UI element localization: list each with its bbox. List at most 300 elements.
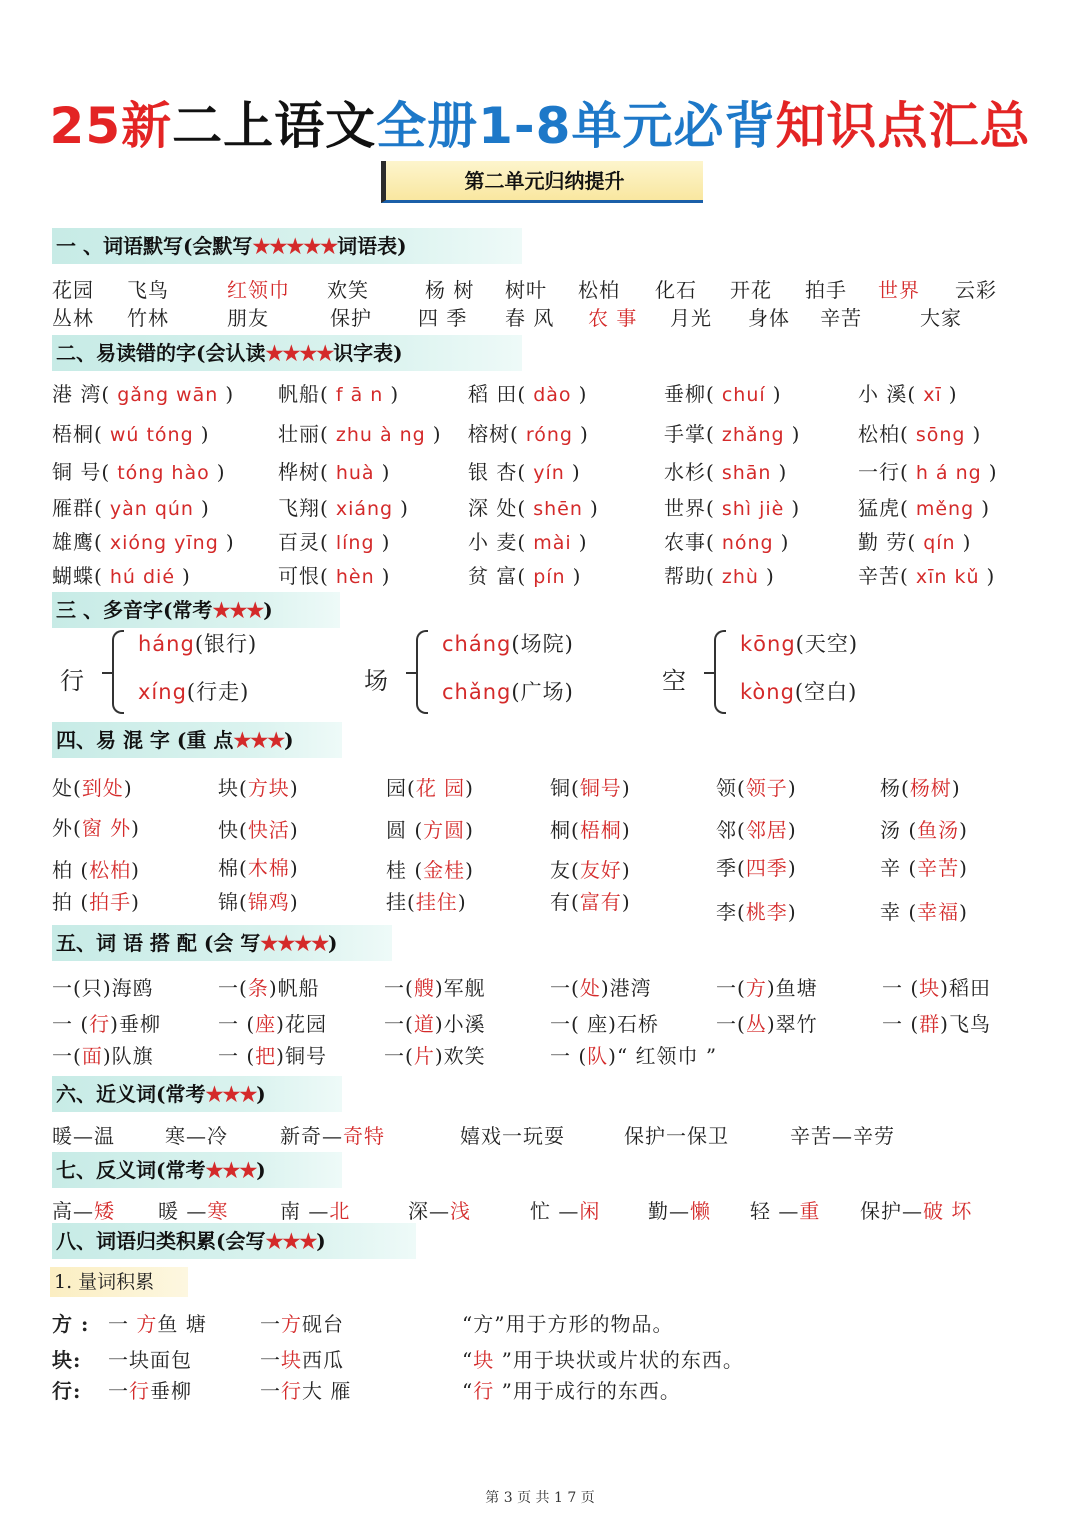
confusable-item bbox=[386, 886, 467, 915]
collocation-noun: )港湾 bbox=[600, 976, 652, 1000]
collocation-prefix: 一( bbox=[52, 1044, 82, 1068]
pinyin-reading: hèn bbox=[328, 566, 382, 588]
synonym-a: 寒— bbox=[165, 1124, 207, 1148]
confusable-word: 花 园 bbox=[415, 776, 466, 800]
pinyin-item bbox=[468, 456, 581, 485]
note-m: 行 bbox=[473, 1379, 495, 1403]
pinyin-item bbox=[858, 378, 958, 407]
collocation-prefix: 一 ( bbox=[218, 1012, 256, 1036]
ex-b: 西瓜 bbox=[302, 1348, 344, 1372]
pinyin-item bbox=[468, 526, 588, 555]
pinyin-word: 稻 田( bbox=[468, 382, 527, 406]
confusable-close: ) bbox=[787, 856, 797, 880]
measure-example-2 bbox=[260, 1344, 344, 1373]
collocation-prefix: 一( bbox=[716, 976, 746, 1000]
example-word: (银行) bbox=[194, 632, 258, 656]
pinyin-item bbox=[278, 492, 409, 521]
pinyin-item bbox=[664, 526, 789, 555]
confusable-item bbox=[218, 772, 299, 801]
synonym-pair bbox=[790, 1120, 895, 1149]
note-b: ”用于成行的东西。 bbox=[494, 1379, 681, 1403]
pinyin-item bbox=[52, 378, 234, 407]
pinyin-item bbox=[468, 492, 599, 521]
confusable-item bbox=[218, 886, 299, 915]
ex-b: 垂柳 bbox=[150, 1379, 192, 1403]
confusable-char: 圆 ( bbox=[386, 818, 424, 842]
vocab-word: 四 季 bbox=[418, 306, 468, 330]
confusable-item bbox=[52, 772, 133, 801]
confusable-char: 幸 ( bbox=[880, 900, 918, 924]
pinyin-reading: huà bbox=[328, 462, 382, 484]
measure-word: 座 bbox=[587, 1012, 609, 1036]
synonym-b: 奇特 bbox=[343, 1124, 385, 1148]
confusable-item bbox=[880, 852, 968, 881]
confusable-word: 领子 bbox=[745, 776, 788, 800]
measure-example-1 bbox=[108, 1308, 207, 1337]
confusable-item bbox=[386, 814, 474, 843]
polyphone-reading-a bbox=[442, 628, 574, 658]
measure-note: “方”用于方形的物品。 bbox=[462, 1312, 674, 1336]
antonym-b: 懒 bbox=[690, 1199, 711, 1223]
pinyin-close: ) bbox=[780, 530, 790, 554]
confusable-item bbox=[52, 854, 140, 883]
pinyin-item bbox=[278, 378, 399, 407]
pinyin-reading: líng bbox=[328, 532, 382, 554]
pinyin-close: ) bbox=[572, 564, 582, 588]
antonym-pair bbox=[52, 1195, 115, 1224]
pinyin-close: ) bbox=[225, 530, 235, 554]
collocation-noun: )铜号 bbox=[276, 1044, 327, 1068]
antonym-b: 闲 bbox=[579, 1199, 601, 1223]
confusable-close: ) bbox=[787, 776, 797, 800]
synonym-pair bbox=[624, 1120, 729, 1149]
pinyin-word: 雄鹰( bbox=[52, 530, 103, 554]
pinyin-reading: xiáng bbox=[328, 498, 401, 520]
confusable-close: ) bbox=[289, 776, 299, 800]
confusable-close: ) bbox=[621, 776, 631, 800]
collocation-prefix: 一 ( bbox=[550, 1044, 588, 1068]
vocab-word: 月光 bbox=[670, 306, 712, 330]
measure-example-2 bbox=[260, 1308, 344, 1337]
pinyin-reading: měng bbox=[908, 498, 982, 520]
vocab-word: 开花 bbox=[730, 278, 772, 302]
measure-word: 座 bbox=[255, 1012, 277, 1036]
vocab-word: 春 风 bbox=[505, 306, 555, 330]
pinyin-reading: xī bbox=[916, 384, 949, 406]
pinyin-reading: zhù bbox=[714, 566, 766, 588]
pinyin-item bbox=[278, 456, 390, 485]
pinyin-reading: róng bbox=[518, 424, 581, 446]
confusable-item bbox=[716, 772, 797, 801]
collocation-prefix: 一( bbox=[716, 1012, 746, 1036]
confusable-char: 桐( bbox=[550, 818, 580, 842]
example-word: (广场) bbox=[511, 680, 574, 704]
brace-tip bbox=[102, 672, 112, 674]
antonym-a: 忙 — bbox=[530, 1199, 580, 1223]
antonym-b: 矮 bbox=[94, 1199, 115, 1223]
pinyin-close: ) bbox=[432, 422, 442, 446]
measure-example-1 bbox=[108, 1375, 192, 1404]
pinyin-word: 帆船( bbox=[278, 382, 329, 406]
ex-a: 一 bbox=[260, 1312, 281, 1336]
confusable-word: 拍手 bbox=[89, 890, 132, 914]
pinyin-reading: qín bbox=[916, 532, 963, 554]
brace-shape bbox=[714, 630, 726, 714]
confusable-close: ) bbox=[465, 776, 474, 800]
pinyin-close: ) bbox=[201, 496, 210, 520]
pinyin-reading: wú tóng bbox=[102, 424, 201, 446]
page-footer: 第 3 页 共 1 7 页 bbox=[485, 1490, 595, 1506]
confusable-close: ) bbox=[787, 900, 797, 924]
ex-m: 方 bbox=[136, 1312, 158, 1336]
confusable-word: 快活 bbox=[247, 818, 290, 842]
confusable-item bbox=[218, 852, 299, 881]
confusable-char: 柏 ( bbox=[52, 858, 90, 882]
collocation-item bbox=[550, 1008, 659, 1037]
pinyin-word: 帮助( bbox=[664, 564, 715, 588]
pinyin-word: 梧桐( bbox=[52, 422, 103, 446]
brace-tip bbox=[704, 672, 714, 674]
vocab-word: 丛林 bbox=[52, 306, 94, 330]
measure-key: 块: bbox=[52, 1348, 82, 1372]
collocation-noun: )海鸥 bbox=[102, 976, 154, 1000]
pinyin-item bbox=[52, 492, 210, 521]
section-3-header: 三 、多音字(常考★★★) bbox=[52, 592, 340, 628]
confusable-char: 汤 ( bbox=[880, 818, 918, 842]
measure-note bbox=[462, 1375, 681, 1404]
pinyin-reading: shēn bbox=[526, 498, 590, 520]
pinyin-close: ) bbox=[791, 422, 801, 446]
synonym-pair bbox=[280, 1120, 385, 1149]
collocation-prefix: 一( bbox=[384, 976, 414, 1000]
pinyin: háng bbox=[138, 632, 195, 656]
antonym-b: 重 bbox=[799, 1199, 821, 1223]
polyphone-reading-b bbox=[442, 676, 574, 706]
confusable-word: 方块 bbox=[247, 776, 290, 800]
pinyin-word: 银 杏( bbox=[468, 460, 527, 484]
confusable-close: ) bbox=[621, 890, 631, 914]
pinyin-close: ) bbox=[778, 460, 788, 484]
pinyin-reading: yàn qún bbox=[102, 498, 202, 520]
pinyin-close: ) bbox=[791, 496, 801, 520]
note-a: “ bbox=[462, 1379, 474, 1403]
measure-example-2 bbox=[260, 1375, 351, 1404]
pinyin-reading: zhǎng bbox=[714, 424, 792, 446]
collocation-item bbox=[716, 1008, 818, 1037]
pinyin-item bbox=[52, 526, 235, 555]
confusable-close: ) bbox=[951, 776, 961, 800]
unit-subtitle: 第二单元归纳提升 bbox=[381, 161, 703, 203]
antonym-b: 浅 bbox=[450, 1199, 471, 1223]
pinyin-item bbox=[664, 456, 787, 485]
pinyin-word: 贫 富( bbox=[468, 564, 527, 588]
pinyin-close: ) bbox=[578, 382, 588, 406]
ex-a: 一 bbox=[108, 1379, 129, 1403]
confusable-char: 李( bbox=[716, 900, 746, 924]
collocation-item bbox=[550, 972, 652, 1001]
collocation-prefix: 一( bbox=[218, 976, 248, 1000]
pinyin-word: 松柏( bbox=[858, 422, 909, 446]
collocation-item bbox=[882, 1008, 991, 1037]
pinyin: chǎng bbox=[442, 680, 512, 704]
pinyin-word: 蝴蝶( bbox=[52, 564, 103, 588]
pinyin-word: 勤 劳( bbox=[858, 530, 917, 554]
pinyin: kōng bbox=[740, 632, 796, 656]
confusable-char: 外( bbox=[52, 816, 82, 840]
pinyin-word: 雁群( bbox=[52, 496, 103, 520]
confusable-char: 友( bbox=[550, 858, 580, 882]
collocation-noun: )翠竹 bbox=[766, 1012, 818, 1036]
ex-a: 一 bbox=[108, 1312, 137, 1336]
vocab-word: 杨 树 bbox=[425, 278, 475, 302]
vocab-word: 辛苦 bbox=[820, 306, 862, 330]
collocation-noun: )小溪 bbox=[434, 1012, 486, 1036]
confusable-item bbox=[52, 812, 140, 841]
pinyin-word: 深 处( bbox=[468, 496, 527, 520]
collocation-prefix: 一( bbox=[550, 1012, 588, 1036]
ex-b: 鱼 塘 bbox=[157, 1312, 207, 1336]
collocation-noun: )垂柳 bbox=[110, 1012, 161, 1036]
section-7-header: 七、反义词(常考★★★) bbox=[52, 1152, 342, 1188]
confusable-word: 辛苦 bbox=[917, 856, 960, 880]
collocation-item bbox=[52, 1008, 161, 1037]
pinyin-item bbox=[278, 560, 390, 589]
pinyin-close: ) bbox=[948, 382, 958, 406]
measure-word: 把 bbox=[255, 1044, 277, 1068]
collocation-prefix: 一 ( bbox=[52, 1012, 90, 1036]
confusable-close: ) bbox=[457, 890, 467, 914]
pinyin-word: 小 溪( bbox=[858, 382, 917, 406]
pinyin-reading: nóng bbox=[714, 532, 781, 554]
pinyin-close: ) bbox=[765, 564, 775, 588]
collocation-item bbox=[52, 1040, 154, 1069]
ex-m: 行 bbox=[281, 1379, 302, 1403]
collocation-noun: )帆船 bbox=[268, 976, 320, 1000]
confusable-word: 杨树 bbox=[909, 776, 952, 800]
ex-m: 块 bbox=[281, 1348, 302, 1372]
antonym-a: 保护— bbox=[860, 1199, 923, 1223]
pinyin-close: ) bbox=[381, 564, 391, 588]
pinyin-word: 榕树( bbox=[468, 422, 519, 446]
collocation-noun: )飞鸟 bbox=[940, 1012, 991, 1036]
confusable-close: ) bbox=[959, 856, 968, 880]
confusable-word: 四季 bbox=[745, 856, 788, 880]
confusable-word: 铜号 bbox=[579, 776, 622, 800]
pinyin-reading: tóng hào bbox=[110, 462, 217, 484]
confusable-word: 金桂 bbox=[423, 858, 466, 882]
confusable-word: 松柏 bbox=[89, 858, 132, 882]
ex-a: 一 bbox=[260, 1348, 281, 1372]
pinyin-word: 猛虎( bbox=[858, 496, 909, 520]
synonym-pair bbox=[165, 1120, 228, 1149]
example-word: (空白) bbox=[794, 680, 858, 704]
confusable-item bbox=[550, 854, 631, 883]
collocation-prefix: 一 ( bbox=[218, 1044, 256, 1068]
antonym-a: 暖 — bbox=[158, 1199, 208, 1223]
antonym-pair bbox=[648, 1195, 711, 1224]
collocation-prefix: 一( bbox=[384, 1044, 414, 1068]
pinyin-word: 水杉( bbox=[664, 460, 715, 484]
antonym-pair bbox=[280, 1195, 350, 1224]
collocation-item bbox=[716, 972, 818, 1001]
confusable-char: 铜( bbox=[550, 776, 580, 800]
pinyin-word: 桦树( bbox=[278, 460, 329, 484]
antonym-a: 轻 — bbox=[750, 1199, 800, 1223]
collocation-noun: )队旗 bbox=[102, 1044, 154, 1068]
synonym-pair bbox=[52, 1120, 115, 1149]
confusable-char: 杨( bbox=[880, 776, 910, 800]
polyphone-char: 空 bbox=[662, 667, 686, 695]
pinyin-item bbox=[468, 378, 587, 407]
pinyin-item bbox=[858, 456, 998, 485]
measure-word: 条 bbox=[247, 976, 269, 1000]
collocation-noun: )欢笑 bbox=[434, 1044, 486, 1068]
confusable-char: 有( bbox=[550, 890, 580, 914]
antonym-pair bbox=[530, 1195, 600, 1224]
confusable-close: ) bbox=[959, 900, 968, 924]
polyphone-reading-a bbox=[138, 628, 257, 658]
confusable-word: 方圆 bbox=[423, 818, 466, 842]
pinyin-close: ) bbox=[381, 530, 391, 554]
antonym-pair bbox=[750, 1195, 820, 1224]
confusable-item bbox=[550, 772, 631, 801]
pinyin-word: 百灵( bbox=[278, 530, 329, 554]
pinyin: cháng bbox=[442, 632, 512, 656]
section-5-header: 五、词 语 搭 配 (会 写★★★★) bbox=[52, 925, 392, 961]
pinyin-close: ) bbox=[225, 382, 235, 406]
measure-word: 方 bbox=[745, 976, 767, 1000]
confusable-close: ) bbox=[621, 858, 631, 882]
note-b: ”用于块状或片状的东西。 bbox=[494, 1348, 744, 1372]
section-6-header: 六、近义词(常考★★★) bbox=[52, 1076, 342, 1112]
pinyin-word: 农事( bbox=[664, 530, 715, 554]
confusable-word: 锦鸡 bbox=[247, 890, 290, 914]
pinyin-item bbox=[664, 378, 782, 407]
confusable-char: 快( bbox=[218, 818, 248, 842]
vocab-word: 拍手 bbox=[805, 278, 847, 302]
pinyin-word: 垂柳( bbox=[664, 382, 715, 406]
measure-word: 丛 bbox=[745, 1012, 767, 1036]
measure-word: 只 bbox=[81, 976, 103, 1000]
measure-word: 面 bbox=[81, 1044, 103, 1068]
pinyin: kòng bbox=[740, 680, 795, 704]
pinyin-reading: mài bbox=[526, 532, 579, 554]
confusable-item bbox=[386, 854, 474, 883]
confusable-item bbox=[550, 886, 631, 915]
pinyin-reading: h á ng bbox=[908, 462, 989, 484]
confusable-item bbox=[52, 886, 140, 915]
measure-word: 块 bbox=[919, 976, 941, 1000]
confusable-char: 辛 ( bbox=[880, 856, 918, 880]
vocab-word: 竹林 bbox=[127, 306, 169, 330]
pinyin-reading: f ā n bbox=[328, 384, 391, 406]
confusable-char: 季( bbox=[716, 856, 746, 880]
confusable-close: ) bbox=[787, 818, 797, 842]
page-title: 25新二上语文全册1-8单元必背知识点汇总 bbox=[49, 97, 1031, 155]
confusable-close: ) bbox=[131, 816, 140, 840]
pinyin-reading: xióng yīng bbox=[102, 532, 226, 554]
confusable-char: 邻( bbox=[716, 818, 746, 842]
antonym-pair bbox=[860, 1195, 972, 1224]
pinyin-close: ) bbox=[986, 564, 996, 588]
confusable-close: ) bbox=[289, 818, 299, 842]
confusable-close: ) bbox=[123, 776, 133, 800]
polyphone-char: 场 bbox=[364, 667, 388, 695]
confusable-word: 富有 bbox=[579, 890, 622, 914]
collocation-item bbox=[218, 972, 320, 1001]
ex-a: 一 bbox=[260, 1379, 281, 1403]
confusable-word: 窗 外 bbox=[81, 816, 132, 840]
pinyin-close: ) bbox=[400, 496, 409, 520]
pinyin-item bbox=[468, 560, 581, 589]
collocation-prefix: 一 ( bbox=[882, 1012, 920, 1036]
synonym-b: 辛劳 bbox=[853, 1124, 895, 1148]
pinyin-close: ) bbox=[589, 496, 599, 520]
confusable-item bbox=[880, 814, 968, 843]
collocation-noun: )石桥 bbox=[608, 1012, 659, 1036]
confusable-char: 领( bbox=[716, 776, 746, 800]
confusable-char: 锦( bbox=[218, 890, 248, 914]
antonym-pair bbox=[158, 1195, 228, 1224]
confusable-word: 桃李 bbox=[745, 900, 788, 924]
section-1-header: 一 、词语默写(会默写★★★★★词语表) bbox=[52, 228, 522, 264]
antonym-b: 北 bbox=[329, 1199, 351, 1223]
collocation-item bbox=[52, 972, 154, 1001]
confusable-item bbox=[716, 814, 797, 843]
vocab-word: 朋友 bbox=[227, 306, 269, 330]
section-2-header: 二、易读错的字(会认读★★★★识字表) bbox=[52, 335, 522, 371]
pinyin-close: ) bbox=[216, 460, 226, 484]
vocab-word: 农 事 bbox=[588, 306, 638, 330]
vocab-word: 欢笑 bbox=[327, 278, 369, 302]
pinyin-close: ) bbox=[390, 382, 400, 406]
collocation-noun: )军舰 bbox=[434, 976, 486, 1000]
pinyin-reading: yín bbox=[526, 462, 572, 484]
pinyin-close: ) bbox=[578, 530, 588, 554]
confusable-item bbox=[880, 896, 968, 925]
collocation-item bbox=[384, 1040, 486, 1069]
ex-m: 方 bbox=[281, 1312, 302, 1336]
pinyin-reading: shì jiè bbox=[714, 498, 792, 520]
confusable-word: 幸福 bbox=[917, 900, 960, 924]
pinyin-word: 一行( bbox=[858, 460, 909, 484]
vocab-word: 世界 bbox=[878, 278, 920, 302]
pinyin-reading: xīn kǔ bbox=[908, 566, 987, 588]
collocation-noun: )鱼塘 bbox=[766, 976, 818, 1000]
pinyin-word: 壮丽( bbox=[278, 422, 329, 446]
antonym-b: 寒 bbox=[207, 1199, 229, 1223]
ex-a: 一块面包 bbox=[108, 1348, 192, 1372]
confusable-char: 处( bbox=[52, 776, 82, 800]
pinyin-close: ) bbox=[381, 460, 391, 484]
antonym-a: 深— bbox=[408, 1199, 450, 1223]
antonym-a: 南 — bbox=[280, 1199, 330, 1223]
ex-m: 行 bbox=[129, 1379, 150, 1403]
pinyin-close: ) bbox=[571, 460, 581, 484]
pinyin-item bbox=[664, 492, 800, 521]
synonym-b: 温 bbox=[94, 1124, 115, 1148]
vocab-word: 身体 bbox=[748, 306, 790, 330]
synonym-a: 新奇— bbox=[280, 1124, 343, 1148]
pinyin-item bbox=[858, 492, 990, 521]
pinyin-close: ) bbox=[981, 496, 991, 520]
confusable-word: 邻居 bbox=[745, 818, 788, 842]
pinyin-close: ) bbox=[772, 382, 782, 406]
vocab-word: 松柏 bbox=[578, 278, 620, 302]
example-word: (场院) bbox=[511, 632, 574, 656]
collocation-item bbox=[218, 1040, 327, 1069]
collocation-noun: )稻田 bbox=[940, 976, 991, 1000]
